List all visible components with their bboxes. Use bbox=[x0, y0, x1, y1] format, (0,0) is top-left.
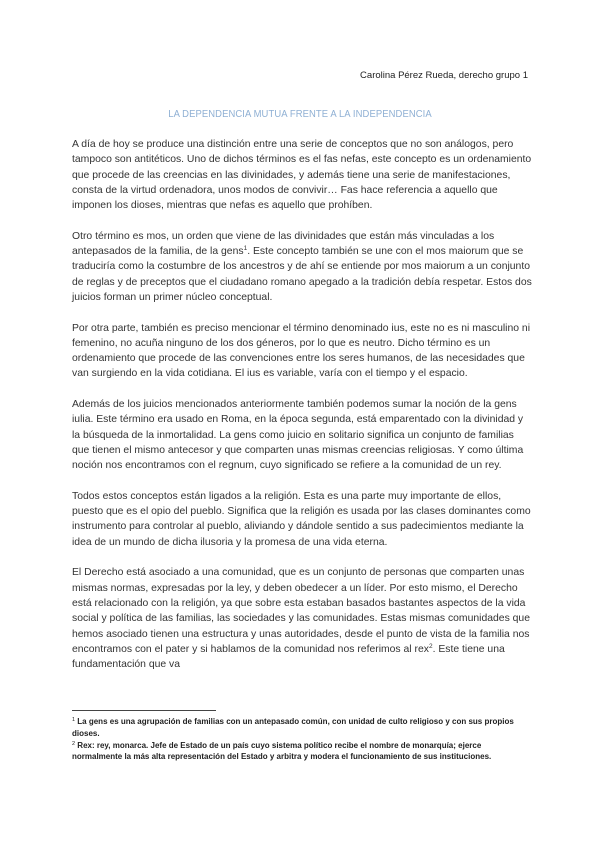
paragraph-2 bbox=[72, 229, 532, 305]
paragraph-5: Todos estos conceptos están ligados a la religión. Esta es una parte muy importante de ellos, puesto que es el opio del pueblo. Significa que la religión es usada por las clases dominantes como instrumento para controlar al pueblo, aliviando y dándole sentido a sus padecimientos mediante la idea de un mundo de dicha ilusoria y la promesa de una vida eterna. bbox=[72, 490, 531, 548]
footnote-divider bbox=[72, 710, 216, 711]
header-author: Carolina Pérez Rueda, derecho grupo 1 bbox=[360, 70, 528, 81]
paragraph-2-text-a: Otro término es mos, un orden que viene de las divinidades que están más vinculadas a los antepasados de la familia, de la gens bbox=[72, 230, 495, 258]
paragraph-4: Además de los juicios mencionados anteriormente también podemos sumar la noción de la gens iulia. Este término era usado en Roma, en la época segunda, está emparentado con la divinidad y la búsqueda de la inmortalidad. La gens como juicio en solitario significa un conjunto de familias que tienen el mismo antecesor y que comparten unas mismas creencias religiosas. Y como última noción nos encontramos con el regnum, cuyo significado se refiere a la comunidad de un rey. bbox=[72, 399, 524, 472]
paragraph-3: Por otra parte, también es preciso mencionar el término denominado ius, este no es ni masculino ni femenino, no acuña ninguno de los dos géneros, por lo que es neutro. Dicho término es un ordenamiento que procede de las convenciones entre los seres humanos, de las necesidades que van surgiendo en la vida cotidiana. El ius es variable, varía con el tiempo y el espacio. bbox=[72, 322, 531, 380]
footnote-number: 2 bbox=[72, 740, 76, 747]
paragraph-6-text-a: El Derecho está asociado a una comunidad, que es un conjunto de personas que comparten unas mismas normas, expresadas por la ley, y deben obedecer a un líder. Por esto mismo, el Derecho está relacionado con la religión, ya que sobre esta estaban basados bastantes aspectos de la vida social y política de las familias, las sociedades y las comunidades. Estas mismas comunidades que hemos asociado tienen una estructura y unas autoridades, desde el punto de vista de la familia nos encontramos con el pater y si hablamos de la comunidad nos referimos al rex bbox=[72, 567, 530, 655]
footnote-2 bbox=[72, 740, 532, 764]
footnote-number: 1 bbox=[72, 717, 76, 723]
footnote-ref-2[interactable]: 2 bbox=[428, 642, 433, 650]
footnote-text: Rex: rey, monarca. Jefe de Estado de un país cuyo sistema político recibe el nombre de monarquía; ejerce normalmente la más alta representación del Estado y arbitra y modera el funcionamiento de sus instituciones. bbox=[72, 740, 492, 762]
footnote-1 bbox=[72, 716, 532, 740]
document-title: LA DEPENDENCIA MUTUA FRENTE A LA INDEPENDENCIA bbox=[168, 108, 432, 120]
footnotes bbox=[72, 716, 532, 763]
footnote-ref-1[interactable]: 1 bbox=[243, 245, 248, 253]
document-body bbox=[72, 137, 532, 688]
paragraph-6-text-b: . Este tiene una fundamentación que va bbox=[72, 643, 505, 671]
paragraph-2-text-b: . Este concepto también se une con el mos maiorum que se traduciría como la costumbre de los ancestros y de ahí se entiende por mos maiorum a un conjunto de reglas y de preceptos que el ciudadano romano apegado a la tradición debía respetar. Estos dos juicios forman un primer núcleo conceptual. bbox=[72, 246, 532, 303]
paragraph-1: A día de hoy se produce una distinción entre una serie de conceptos que no son análogos, pero tampoco son antitéticos. Uno de dichos términos es el fas nefas, este concepto es un ordenamiento que procede de las creencias en las divinidades, y además tiene una serie de manifestaciones, consta de la virtud ordenadora, unos modos de convivir… Fas hace referencia a aquello que imponen los dioses, mientras que nefas es aquello que prohíben. bbox=[72, 139, 532, 212]
footnote-text: La gens es una agrupación de familias con un antepasado común, con unidad de culto religioso y con sus propios dioses. bbox=[72, 717, 514, 738]
paragraph-6 bbox=[72, 565, 532, 672]
